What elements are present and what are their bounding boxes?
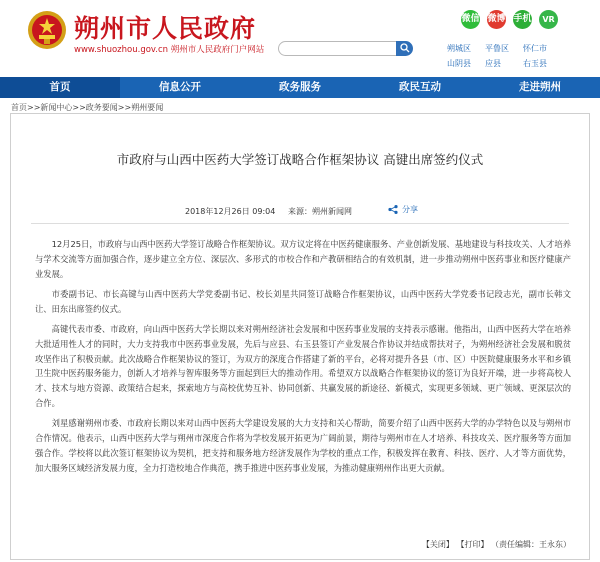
article-paragraph: 12月25日，市政府与山西中医药大学签订战略合作框架协议。双方议定将在中医药健康服务、产业创新发展、基地建设与科技攻关、人才培养与学术交流等方面加强合作，逐步建立全方位、深层次、多形式的市校合作和产教研相结合的有效机制，进一步推动朔州中医药事业和医疗健康产业发展。 <box>35 239 571 279</box>
share-icon <box>388 205 398 214</box>
weibo-icon[interactable]: 微博 <box>487 10 506 29</box>
nav-item-services[interactable]: 政务服务 <box>279 81 321 93</box>
article-paragraph: 高键代表市委、市政府，向山西中医药大学长期以来对朔州经济社会发展和中医药事业发展的支持表示感谢。他指出，山西中医药大学在培养大批适用性人才的同时，大力支持我市中医药事业发展，先后与应县、右玉县签订产业发展合作协议并结成帮扶对子，为朔州经济社会发展和脱贫攻坚作出了积极贡献。此次战略合作框架协议的签订，为双方的深度合作搭建了新的平台，必将对提升各县（市、区）中医院健康服务水平和乡镇卫生院中医药服务能力，创新人才培养与智库服务等方面起到巨大的推动作用。希望双方以战略合作框架协议的签订为良好开端，进一步将高校人才、技术与地方资源、政策结合起来，探索地方与高校优势互补、协同创新、共赢发展的新途径、新模式，实现更多领域、更广领域、更深层次的合作。 <box>35 323 571 408</box>
nav-item-about[interactable]: 走进朔州 <box>519 81 561 93</box>
article-title: 市政府与山西中医药大学签订战略合作框架协议 高键出席签约仪式 <box>116 152 484 167</box>
article-source: 来源：朔州新闻网 <box>288 207 353 216</box>
national-emblem-icon <box>27 10 67 50</box>
article-paragraph: 市委副书记、市长高键与山西中医药大学党委副书记、校长刘星共同签订战略合作框架协议，山西中医药大学党委书记段志光，副市长韩文让、田东出席签约仪式。 <box>35 288 571 314</box>
mobile-icon[interactable]: 手机 <box>513 10 532 29</box>
site-header <box>0 0 600 74</box>
county-link[interactable]: 怀仁市 <box>523 44 547 53</box>
wechat-icon[interactable]: 微信 <box>461 10 480 29</box>
county-link[interactable]: 山阴县 <box>447 59 471 68</box>
main-nav <box>0 77 600 98</box>
nav-item-home[interactable]: 首页 <box>0 77 120 98</box>
article-meta <box>185 206 352 217</box>
article-date: 2018年12月26日 09:04 <box>185 207 276 216</box>
county-link[interactable]: 平鲁区 <box>485 44 509 53</box>
title-divider <box>31 223 569 224</box>
share-button[interactable] <box>388 204 418 215</box>
county-link[interactable]: 应县 <box>485 59 501 68</box>
county-link[interactable]: 朔城区 <box>447 44 471 53</box>
breadcrumb[interactable]: 首页>>新闻中心>>政务要闻>>朔州要闻 <box>11 103 164 112</box>
share-label: 分享 <box>402 205 418 214</box>
county-links <box>447 41 561 71</box>
county-link[interactable]: 右玉县 <box>523 59 547 68</box>
article-paragraph: 刘星感谢朔州市委、市政府长期以来对山西中医药大学建设发展的大力支持和关心帮助，简要介绍了山西中医药大学的办学特色以及与朔州市合作情况。他表示，山西中医药大学与朔州市深度合作将为学校发展开拓更为广阔前景，期待与朔州市在人才培养、科技攻关、医疗服务等方面加强合作。学校将以此次签订框架协议为契机，把支持和服务地方经济发展作为学校的重点工作，积极发挥在教育、科技、医疗、人才等方面优势，加大服务区域经济发展力度，全力打造校地合作典范，携手推进中医药事业发展，为推动健康朔州作出更大贡献。 <box>35 418 571 473</box>
nav-item-interaction[interactable]: 政民互动 <box>399 81 441 93</box>
site-url: www.shuozhou.gov.cn 朔州市人民政府门户网站 <box>74 45 265 55</box>
site-title[interactable]: 朔州市人民政府 <box>74 14 257 43</box>
nav-item-info[interactable]: 信息公开 <box>159 81 201 93</box>
article-footer <box>422 539 571 550</box>
vr-icon[interactable]: VR <box>539 10 558 29</box>
article-body <box>35 237 571 481</box>
search-icon <box>400 43 410 53</box>
search-input[interactable] <box>278 41 412 56</box>
editor-credit: （责任编辑：王永东） <box>491 540 571 549</box>
search-button[interactable] <box>396 41 413 56</box>
print-button[interactable]: 【打印】 <box>456 540 489 549</box>
article-panel <box>10 113 590 560</box>
close-button[interactable]: 【关闭】 <box>421 540 454 549</box>
